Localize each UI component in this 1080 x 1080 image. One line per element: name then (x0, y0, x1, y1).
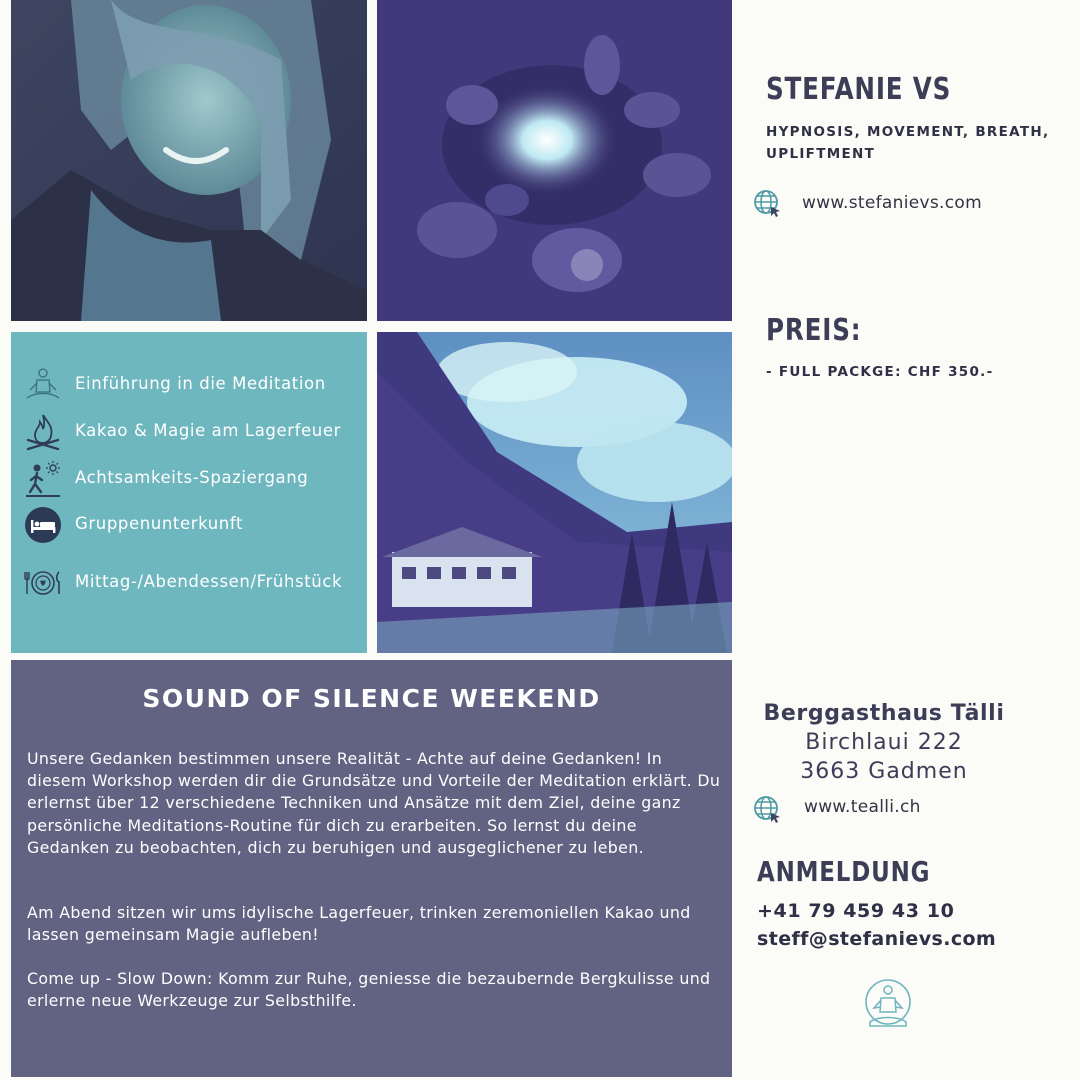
registration-heading: ANMELDUNG (757, 855, 931, 888)
registration-phone[interactable]: +41 79 459 43 10 (757, 900, 955, 922)
meditation-logo-icon (862, 976, 914, 1032)
feature-item (11, 365, 367, 405)
walking-icon (23, 459, 63, 499)
feature-item (11, 459, 367, 499)
price-heading: PREIS: (766, 313, 862, 348)
feature-label: Kakao & Magie am Lagerfeuer (75, 421, 341, 440)
event-title: SOUND OF SILENCE WEEKEND (142, 684, 601, 713)
feature-item (11, 412, 367, 452)
event-paragraph-1: Unsere Gedanken bestimmen unsere Realität - Achte auf deine Gedanken! In diesem Workshop werden dir die Grundsätze und Vorteile der Meditation erklärt. Du erlernst über 12 verschiedene Techniken und Ansätze mit dem Ziel, deine ganz persönliche Meditations-Routine für dich zu erarbeiten. So lernst du deine Gedanken zu beobachten, dich zu beruhigen und ausgeglichener zu leben. (27, 749, 721, 857)
dining-icon (23, 563, 63, 603)
meditation-icon (23, 365, 63, 405)
teacher-tagline-line2: UPLIFTMENT (766, 146, 876, 162)
venue-city: 3663 Gadmen (800, 759, 968, 784)
feature-label: Achtsamkeits-Spaziergang (75, 468, 309, 487)
teacher-name: STEFANIE VS (766, 72, 952, 107)
event-description-box (11, 660, 732, 1077)
bed-icon (23, 505, 63, 545)
feature-item (11, 505, 367, 545)
event-paragraph-3: Come up - Slow Down: Komm zur Ruhe, geniesse die bezaubernde Bergkulisse und erlerne neue Werkzeuge zur Selbsthilfe. (27, 969, 711, 1011)
teacher-website-link[interactable]: www.stefanievs.com (802, 193, 982, 213)
venue-website-link[interactable]: www.tealli.ch (804, 797, 921, 817)
campfire-circle-photo (377, 0, 732, 321)
features-box (11, 332, 367, 653)
feature-label: Einführung in die Meditation (75, 374, 326, 393)
globe-icon (752, 794, 782, 824)
registration-email[interactable]: steff@stefanievs.com (757, 928, 997, 950)
feature-label: Gruppenunterkunft (75, 514, 244, 533)
teacher-tagline-line1: HYPNOSIS, MOVEMENT, BREATH, (766, 124, 1050, 140)
smiling-woman-photo (11, 0, 367, 321)
campfire-icon (23, 412, 63, 452)
feature-label: Mittag-/Abendessen/Frühstück (75, 572, 343, 591)
venue-street: Birchlaui 222 (805, 730, 963, 755)
globe-icon (752, 188, 782, 218)
event-paragraph-2: Am Abend sitzen wir ums idylische Lagerfeuer, trinken zeremoniellen Kakao und lassen gemeinsam Magie aufleben! (27, 903, 691, 945)
venue-name: Berggasthaus Tälli (763, 701, 1005, 726)
mountain-lodge-photo (377, 332, 732, 653)
price-line: - FULL PACKGE: CHF 350.- (766, 364, 994, 380)
feature-item (11, 563, 367, 603)
